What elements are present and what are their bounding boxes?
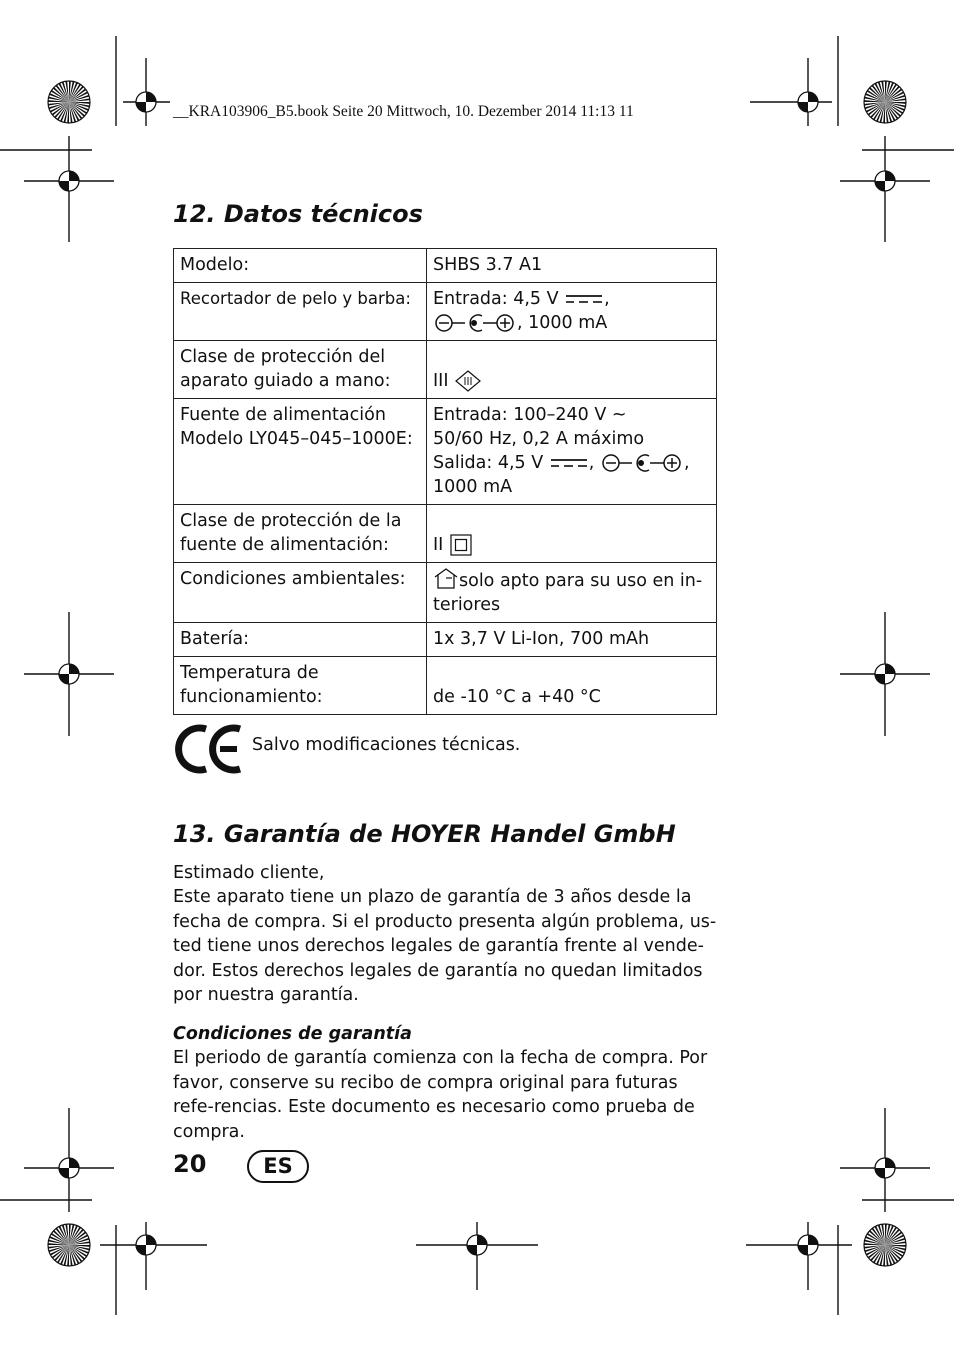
spec-table <box>173 248 717 715</box>
registration-starburst <box>48 1224 90 1266</box>
current-text: , 1000 mA <box>517 313 608 333</box>
row-value: 1x 3,7 V Li-Ion, 700 mAh <box>427 623 717 657</box>
table-row <box>174 623 717 657</box>
row-value <box>427 505 717 563</box>
ce-mark-icon <box>173 724 245 774</box>
registration-starburst <box>48 81 90 123</box>
separator-text: , <box>588 453 595 473</box>
table-row <box>174 283 717 341</box>
greeting: Estimado cliente, <box>173 863 325 883</box>
row-value <box>427 283 717 341</box>
row-value: SHBS 3.7 A1 <box>427 249 717 283</box>
page-number: 20 <box>173 1150 207 1178</box>
dc-symbol-icon <box>549 456 589 470</box>
psu-current-text: 1000 mA <box>433 477 513 497</box>
file-header: __KRA103906_B5.book Seite 20 Mittwoch, 10. Dezember 2014 11:13 11 <box>173 103 634 120</box>
polarity-icon <box>433 313 517 333</box>
indoor-use-icon <box>433 567 459 589</box>
row-value: de -10 °C a +40 °C <box>427 657 717 715</box>
row-label: Condiciones ambientales: <box>174 563 427 623</box>
section-12-title: 12. Datos técnicos <box>173 200 423 228</box>
separator-text: , <box>604 289 610 309</box>
dc-symbol-icon <box>564 292 604 306</box>
psu-output-text: Salida: 4,5 V <box>433 453 544 473</box>
warranty-paragraph-1: Este aparato tiene un plazo de garantía de 3 años desde la fecha de compra. Si el producto presenta algún problema, us-ted tiene unos derechos legales de garantía frente al vende-dor. Estos derechos legales de garantía no quedan limitados por nuestra garantía. <box>173 887 717 1005</box>
registration-starburst <box>864 1224 906 1266</box>
psu-frequency-text: 50/60 Hz, 0,2 A máximo <box>433 429 645 449</box>
table-row <box>174 563 717 623</box>
table-row <box>174 657 717 715</box>
ce-note: Salvo modificaciones técnicas. <box>252 735 521 755</box>
row-value <box>427 341 717 399</box>
row-label: Recortador de pelo y barba: <box>174 283 427 341</box>
protection-class-iii-icon <box>454 369 482 393</box>
row-value <box>427 399 717 505</box>
input-voltage-text: Entrada: 4,5 V <box>433 289 559 309</box>
protection-class-ii-icon <box>449 533 473 557</box>
protection-class-text: III <box>433 371 449 391</box>
separator-text: , <box>683 453 690 473</box>
psu-input-text: Entrada: 100–240 V ~ <box>433 405 627 425</box>
table-row <box>174 249 717 283</box>
row-label: Temperatura de funcionamiento: <box>174 657 427 715</box>
row-label: Clase de protección del aparato guiado a mano: <box>174 341 427 399</box>
warranty-conditions-heading: Condiciones de garantía <box>173 1024 412 1044</box>
table-row <box>174 341 717 399</box>
warranty-paragraph-2: El periodo de garantía comienza con la fecha de compra. Por favor, conserve su recibo de compra original para futuras refe-rencias. Este documento es necesario como prueba de compra. <box>173 1048 708 1142</box>
table-row <box>174 399 717 505</box>
language-badge: ES <box>247 1150 309 1183</box>
row-label: Modelo: <box>174 249 427 283</box>
protection-class-text: II <box>433 535 444 555</box>
row-label: Clase de protección de la fuente de alimentación: <box>174 505 427 563</box>
row-value <box>427 563 717 623</box>
table-row <box>174 505 717 563</box>
row-label: Fuente de alimentación Modelo LY045–045–1000E: <box>174 399 427 505</box>
polarity-icon <box>600 453 684 473</box>
registration-starburst <box>864 81 906 123</box>
row-label: Batería: <box>174 623 427 657</box>
indoor-use-text: solo apto para su uso en in-teriores <box>433 571 703 615</box>
section-13-title: 13. Garantía de HOYER Handel GmbH <box>173 820 676 848</box>
